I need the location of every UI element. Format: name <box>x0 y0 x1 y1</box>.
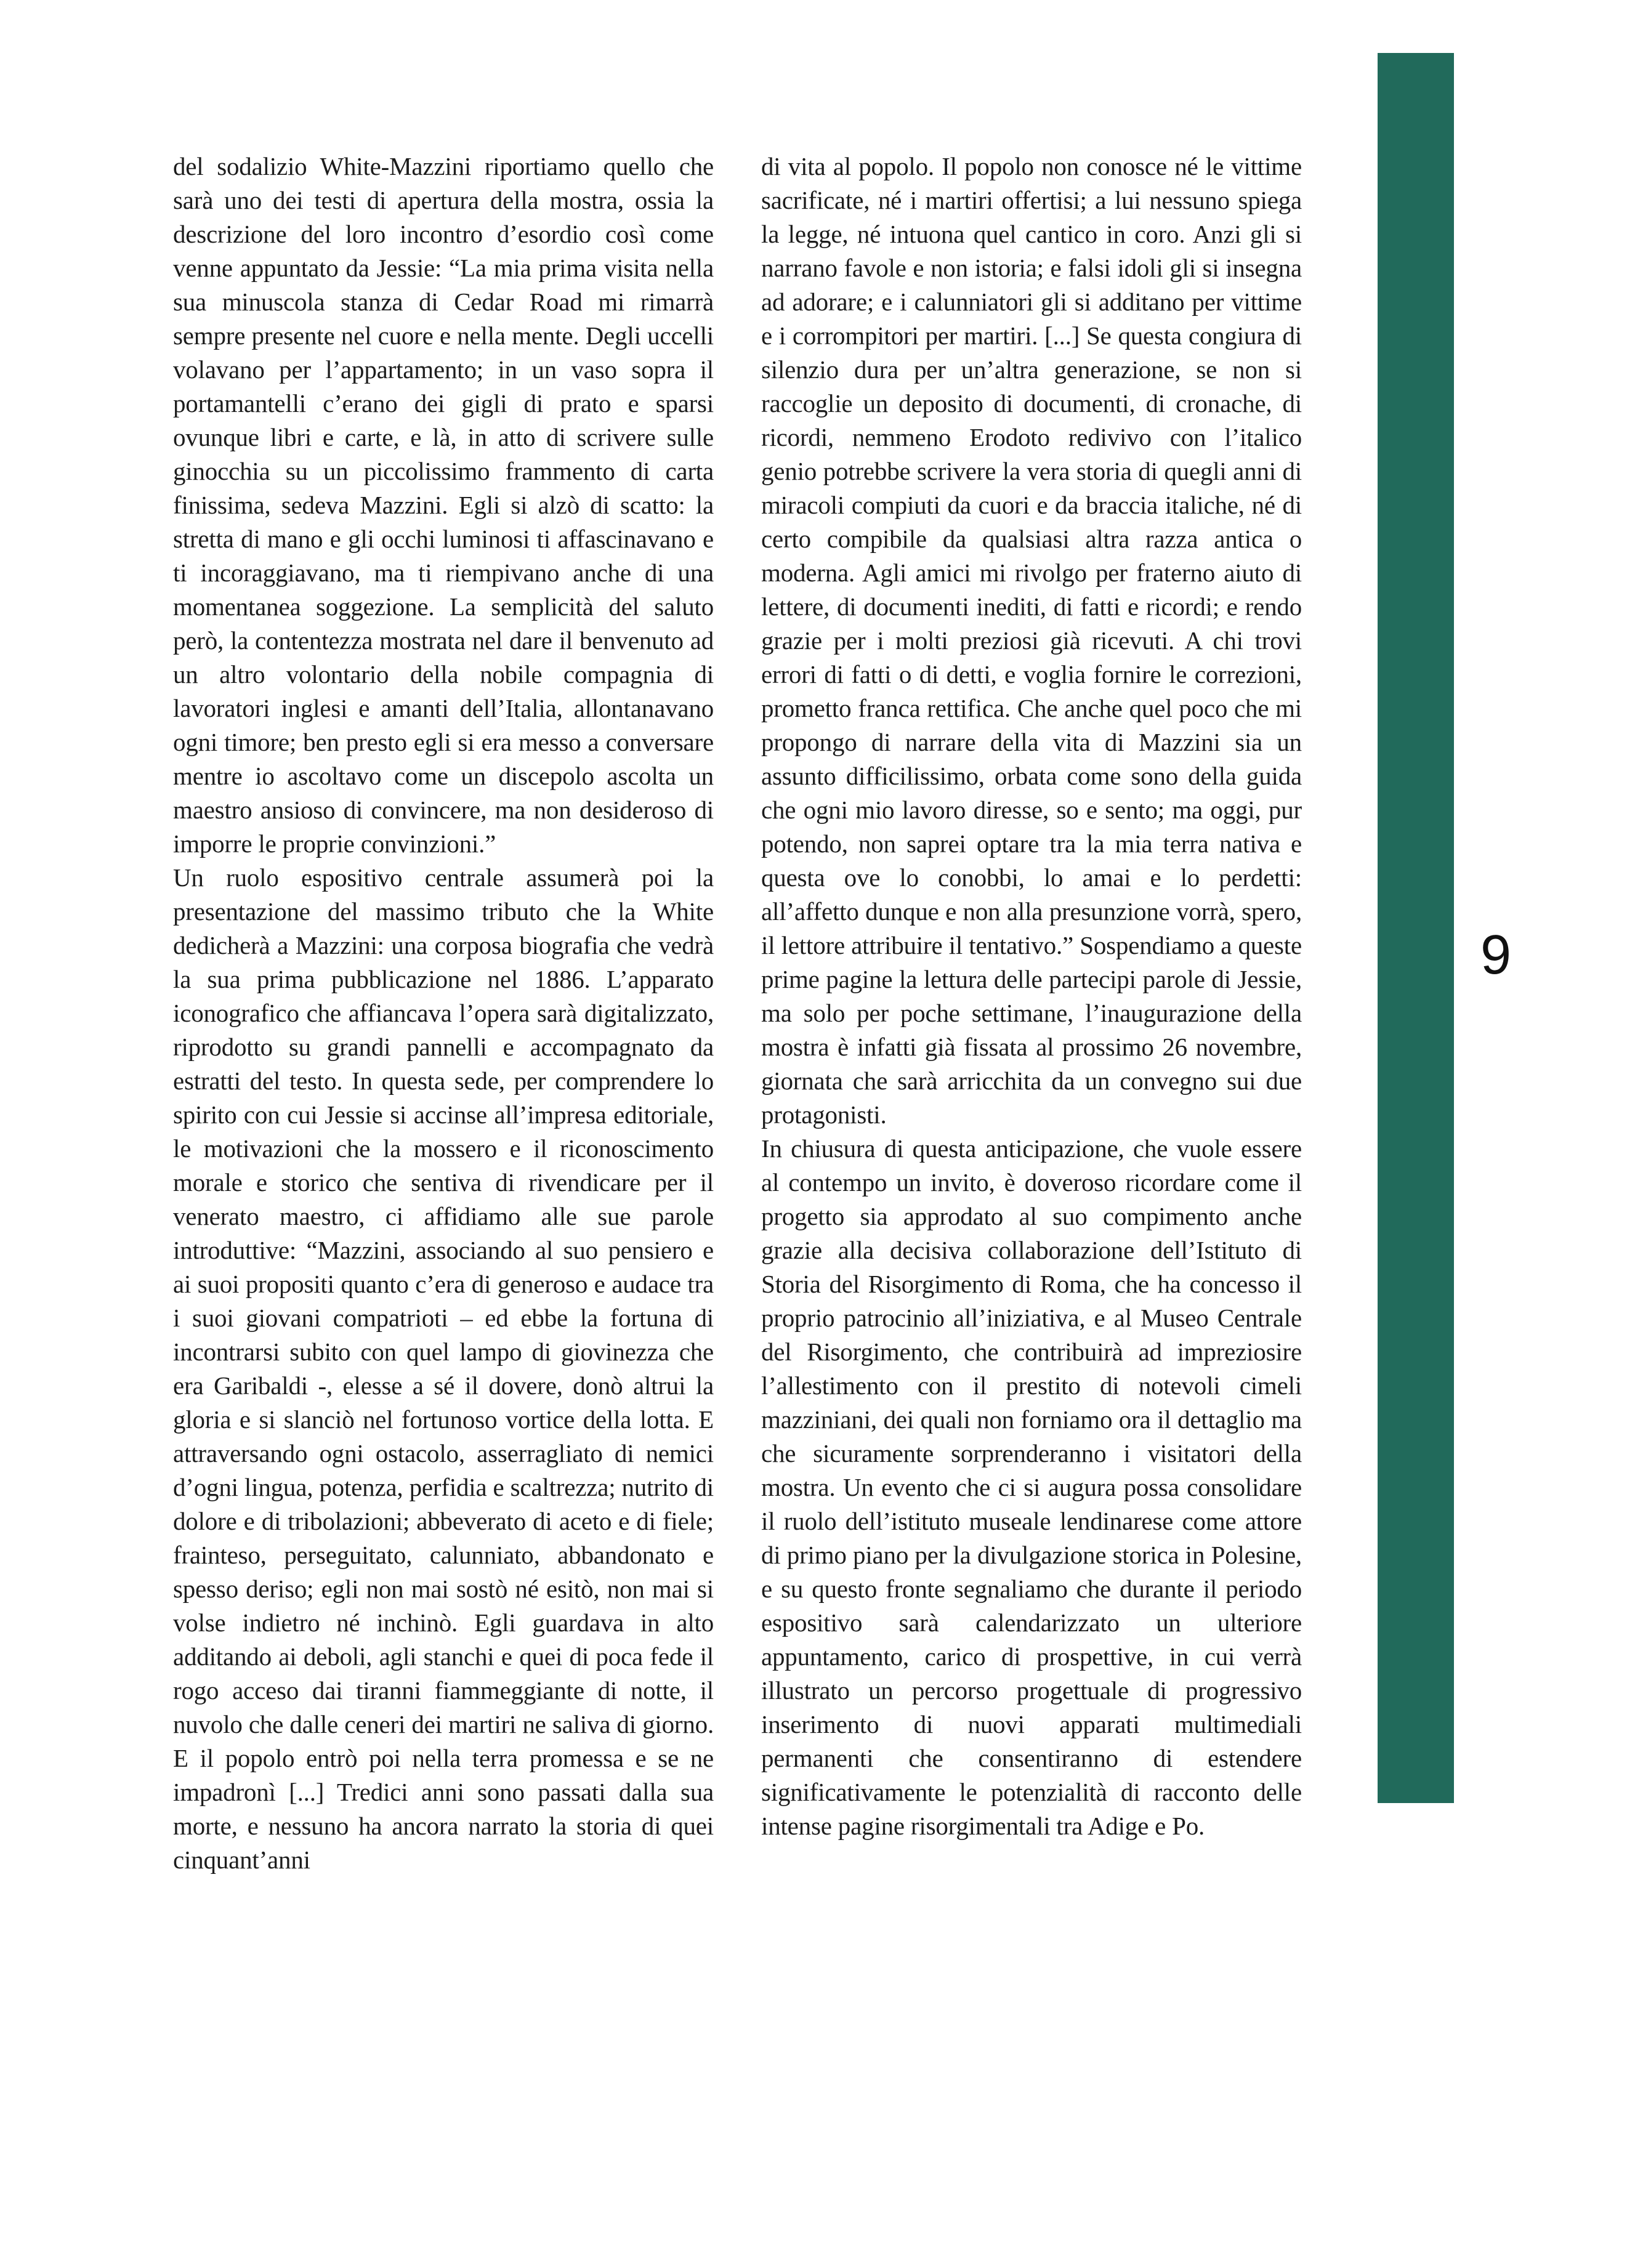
page-number: 9 <box>1480 924 1512 986</box>
body-paragraph: In chiusura di questa anticipazione, che vuole essere al contempo un invito, è doveroso ricordare come il progetto sia approdato al suo compimento anche grazie alla decisiva collaborazione dell’Istituto di Storia del Risorgimento di Roma, che ha concesso il proprio patrocinio all’iniziativa, e al Museo Centrale del Risorgimento, che contribuirà ad impreziosire l’allestimento con il prestito di notevoli cimeli mazziniani, dei quali non forniamo ora il dettaglio ma che sicuramente sorprenderanno i visitatori della mostra. Un evento che ci si augura possa consolidare il ruolo dell’istituto museale lendinarese come attore di primo piano per la divulgazione storica in Polesine, e su questo fronte segnaliamo che durante il periodo espositivo sarà calendarizzato un ulteriore appuntamento, carico di prospettive, in cui verrà illustrato un percorso progettuale di progressivo inserimento di nuovi apparati multimediali permanenti che consentiranno di estendere significativamente le potenzialità di racconto delle intense pagine risorgimentali tra Adige e Po. <box>761 1134 1302 1840</box>
accent-bar <box>1378 53 1454 1803</box>
body-paragraph: Un ruolo espositivo centrale assumerà poi la presentazione del massimo tributo che la White dedicherà a Mazzini: una corposa biografia che vedrà la sua prima pubblicazione nel 1886. L’apparato iconografico che affiancava l’opera sarà digitalizzato, riprodotto su grandi pannelli e accompagnato da estratti del testo. In questa sede, per comprendere lo spirito con cui Jessie si accinse all’impresa editoriale, le motivazioni che la mossero e il riconoscimento morale e storico che sentiva di rivendicare per il venerato maestro, ci affidiamo alle sue parole introduttive: “Mazzini, associando al suo pensiero e ai suoi propositi quanto c’era di generoso e audace tra i suoi giovani compatrioti – ed ebbe la fortuna di incontrarsi subito con quel lampo di giovinezza che era Garibaldi -, elesse a sé il dovere, donò altrui la gloria e si slanciò nel fortunoso vortice della lotta. E attraversando ogni ostacolo, asserragliato di nemici d’ogni lingua, potenza, perfidia e scaltrezza; nutrito di dolore e di tribolazioni; abbeverato di aceto e di fiele; frainteso, perseguitato, calunniato, abbandonato e spesso deriso; egli non mai sostò né esitò, non mai si volse indietro né inchinò. Egli guardava in alto additando ai deboli, agli stanchi e quei di poca fede il rogo acceso dai tiranni fiammeggiante di notte, il nuvolo che dalle ceneri dei martiri ne saliva di giorno. E il popolo entrò poi nella terra promessa e se ne impadronì [...] Tredici anni sono passati dalla sua morte, e nessuno ha ancora narrato la storia di quei cinquant’anni <box>173 863 714 1874</box>
text-column-right <box>761 150 1302 1843</box>
text-column-left <box>173 150 714 1877</box>
body-paragraph: di vita al popolo. Il popolo non conosce né le vittime sacrificate, né i martiri offertisi; a lui nessuno spiega la legge, né intuona quel cantico in coro. Anzi gli si narrano favole e non istoria; e falsi idoli gli si insegna ad adorare; e i calunniatori gli si additano per vittime e i corrompitori per martiri. [...] Se questa congiura di silenzio dura per un’altra generazione, se non si raccoglie un deposito di documenti, di cronache, di ricordi, nemmeno Erodoto redivivo con l’italico genio potrebbe scrivere la vera storia di quegli anni di miracoli compiuti da cuori e da braccia italiche, né di certo compibile da qualsiasi altra razza antica o moderna. Agli amici mi rivolgo per fraterno aiuto di lettere, di documenti inediti, di fatti e ricordi; e rendo grazie per i molti preziosi già ricevuti. A chi trovi errori di fatti o di detti, e voglia fornire le correzioni, prometto franca rettifica. Che anche quel poco che mi propongo di narrare della vita di Mazzini sia un assunto difficilissimo, orbata come sono della guida che ogni mio lavoro diresse, so e sento; ma oggi, pur potendo, non saprei optare tra la mia terra nativa e questa ove lo conobbi, lo amai e lo perdetti: all’affetto dunque e non alla presunzione vorrà, spero, il lettore attribuire il tentativo.” Sospendiamo a queste prime pagine la lettura delle partecipi parole di Jessie, ma solo per poche settimane, l’inaugurazione della mostra è infatti già fissata al prossimo 26 novembre, giornata che sarà arricchita da un convegno sui due protagonisti. <box>761 152 1302 1129</box>
body-paragraph: del sodalizio White-Mazzini riportiamo quello che sarà uno dei testi di apertura della mostra, ossia la descrizione del loro incontro d’esordio così come venne appuntato da Jessie: “La mia prima visita nella sua minuscola stanza di Cedar Road mi rimarrà sempre presente nel cuore e nella mente. Degli uccelli volavano per l’appartamento; in un vaso sopra il portamantelli c’erano dei gigli di prato e sparsi ovunque libri e carte, e là, in atto di scrivere sulle ginocchia su un piccolissimo frammento di carta finissima, sedeva Mazzini. Egli si alzò di scatto: la stretta di mano e gli occhi luminosi ti affascinavano e ti incoraggiavano, ma ti riempivano anche di una momentanea soggezione. La semplicità del saluto però, la contentezza mostrata nel dare il benvenuto ad un altro volontario della nobile compagnia di lavoratori inglesi e amanti dell’Italia, allontanavano ogni timore; ben presto egli si era messo a conversare mentre io ascoltavo come un discepolo ascolta un maestro ansioso di convincere, ma non desideroso di imporre le proprie convinzioni.” <box>173 152 714 858</box>
